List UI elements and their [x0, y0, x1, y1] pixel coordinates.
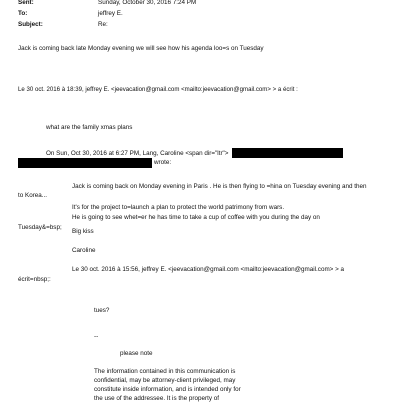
to-label: To: [18, 10, 28, 17]
redaction-bar [232, 148, 343, 158]
body-line: Tuesday&=bsp; [18, 224, 62, 231]
disclaimer-line: the use of the addressee. It is the property of [94, 395, 219, 402]
body-line: Jack is coming back on Monday evening in Paris . He is then flying to =hina on Tuesday evening and then [72, 183, 367, 190]
signature-name: Caroline [72, 247, 96, 254]
disclaimer-line: constitute inside information, and is intended only for [94, 386, 241, 393]
redaction-bar [18, 158, 152, 168]
sent-label: Sent: [18, 0, 34, 6]
quote-header: écrit=nbsp;: [18, 276, 51, 283]
body-line: what are the family xmas plans [46, 124, 133, 131]
subject-label: Subject: [18, 21, 43, 28]
quote-header: Le 30 oct. 2016 à 15:56, jeffrey E. <jeevacation@gmail.com <mailto:jeevacation@gmail.com> > a [72, 266, 345, 273]
subject-value: Re: [98, 21, 108, 28]
body-line: to Korea... [18, 192, 48, 199]
body-line: tues? [94, 307, 110, 314]
disclaimer-line: The information contained in this communication is [94, 368, 236, 375]
disclaimer-line: confidential, may be attorney-client privileged, may [94, 377, 236, 384]
separator-text: -- [94, 333, 99, 340]
sent-value: Sunday, October 30, 2016 7:24 PM [98, 0, 197, 6]
quote-header: On Sun, Oct 30, 2016 at 6:27 PM, Lang, Caroline <span dir="ltr"> [46, 150, 229, 157]
to-value: jeffrey E. [98, 10, 123, 17]
body-line: He is going to see whet=er he has time to take a cup of coffee with you during the day on [72, 214, 320, 221]
body-line: It's for the project to=launch a plan to protect the world patrimony from wars. [72, 204, 285, 211]
disclaimer-heading: please note [120, 350, 153, 357]
quote-header: Le 30 oct. 2016 à 18:39, jeffrey E. <jeevacation@gmail.com <mailto:jeevacation@gmail.com> > a écrit : [18, 86, 298, 93]
quote-header: wrote: [154, 159, 172, 166]
body-line: Big kiss [72, 228, 94, 235]
body-line: Jack is coming back late Monday evening we will see how his agenda loo=s on Tuesday [18, 45, 264, 52]
